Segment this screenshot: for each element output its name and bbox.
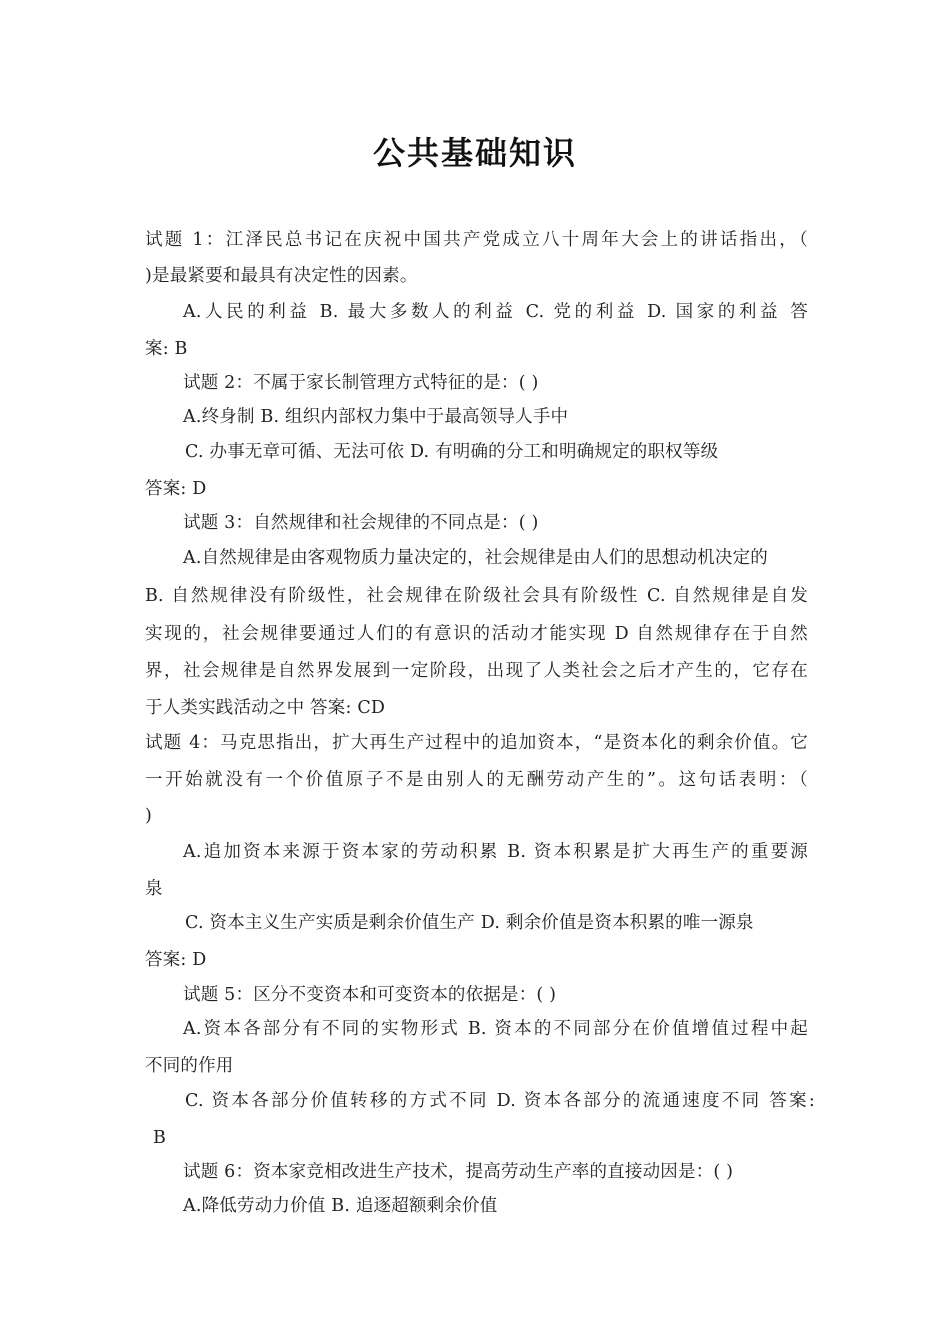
question-6-options-line-1: A.降低劳动力价值 B. 追逐超额剩余价值: [183, 1196, 498, 1216]
page-title: 公共基础知识: [372, 134, 577, 172]
question-1-options: A.人民的利益 B. 最大多数人的利益 C. 党的利益 D. 国家的利益 答: [183, 302, 808, 322]
question-2-text: 试题 2：不属于家长制管理方式特征的是：( ): [183, 373, 539, 393]
question-3-options-line-1: A.自然规律是由客观物质力量决定的，社会规律是由人们的思想动机决定的: [183, 548, 768, 568]
question-1-text-line-2: )是最紧要和最具有决定性的因素。: [145, 266, 418, 286]
question-3-options-line-3: 实现的，社会规律要通过人们的有意识的活动才能实现 D 自然规律存在于自然: [145, 624, 808, 644]
question-5-options-line-1: A.资本各部分有不同的实物形式 B. 资本的不同部分在价值增值过程中起: [183, 1019, 808, 1039]
question-3-options-line-2: B. 自然规律没有阶级性，社会规律在阶级社会具有阶级性 C. 自然规律是自发: [145, 586, 808, 606]
question-2-options-line-1: A.终身制 B. 组织内部权力集中于最高领导人手中: [183, 407, 569, 427]
question-3-options-line-5: 于人类实践活动之中 答案: CD: [145, 698, 386, 718]
question-5-answer: B: [153, 1128, 167, 1148]
question-3-text: 试题 3：自然规律和社会规律的不同点是：( ): [183, 513, 539, 533]
question-4-options-line-1: A.追加资本来源于资本家的劳动积累 B. 资本积累是扩大再生产的重要源: [183, 842, 808, 862]
question-5-options-line-2: 不同的作用: [145, 1056, 234, 1076]
question-4-answer: 答案: D: [145, 950, 207, 970]
question-6-text: 试题 6：资本家竞相改进生产技术，提高劳动生产率的直接动因是：( ): [183, 1162, 734, 1182]
question-3-options-line-4: 界，社会规律是自然界发展到一定阶段，出现了人类社会之后才产生的，它存在: [145, 661, 808, 681]
question-4-text-line-1: 试题 4：马克思指出，扩大再生产过程中的追加资本，“是资本化的剩余价值。它: [145, 733, 808, 753]
question-4-text-line-2: 一开始就没有一个价值原子不是由别人的无酬劳动产生的”。这句话表明：（: [145, 770, 808, 790]
question-5-text: 试题 5：区分不变资本和可变资本的依据是：( ): [183, 985, 557, 1005]
question-2-answer: 答案: D: [145, 479, 207, 499]
question-4-options-line-2: 泉: [145, 879, 163, 899]
question-1-answer: 案: B: [145, 339, 188, 359]
question-4-text-line-3: ): [145, 806, 153, 826]
question-4-options-line-3: C. 资本主义生产实质是剩余价值生产 D. 剩余价值是资本积累的唯一源泉: [185, 913, 754, 933]
question-5-options-line-3: C. 资本各部分价值转移的方式不同 D. 资本各部分的流通速度不同 答案:: [185, 1091, 815, 1111]
question-1-text-line-1: 试题 1：江泽民总书记在庆祝中国共产党成立八十周年大会上的讲话指出，（: [145, 230, 808, 250]
question-2-options-line-2: C. 办事无章可循、无法可依 D. 有明确的分工和明确规定的职权等级: [185, 442, 719, 462]
